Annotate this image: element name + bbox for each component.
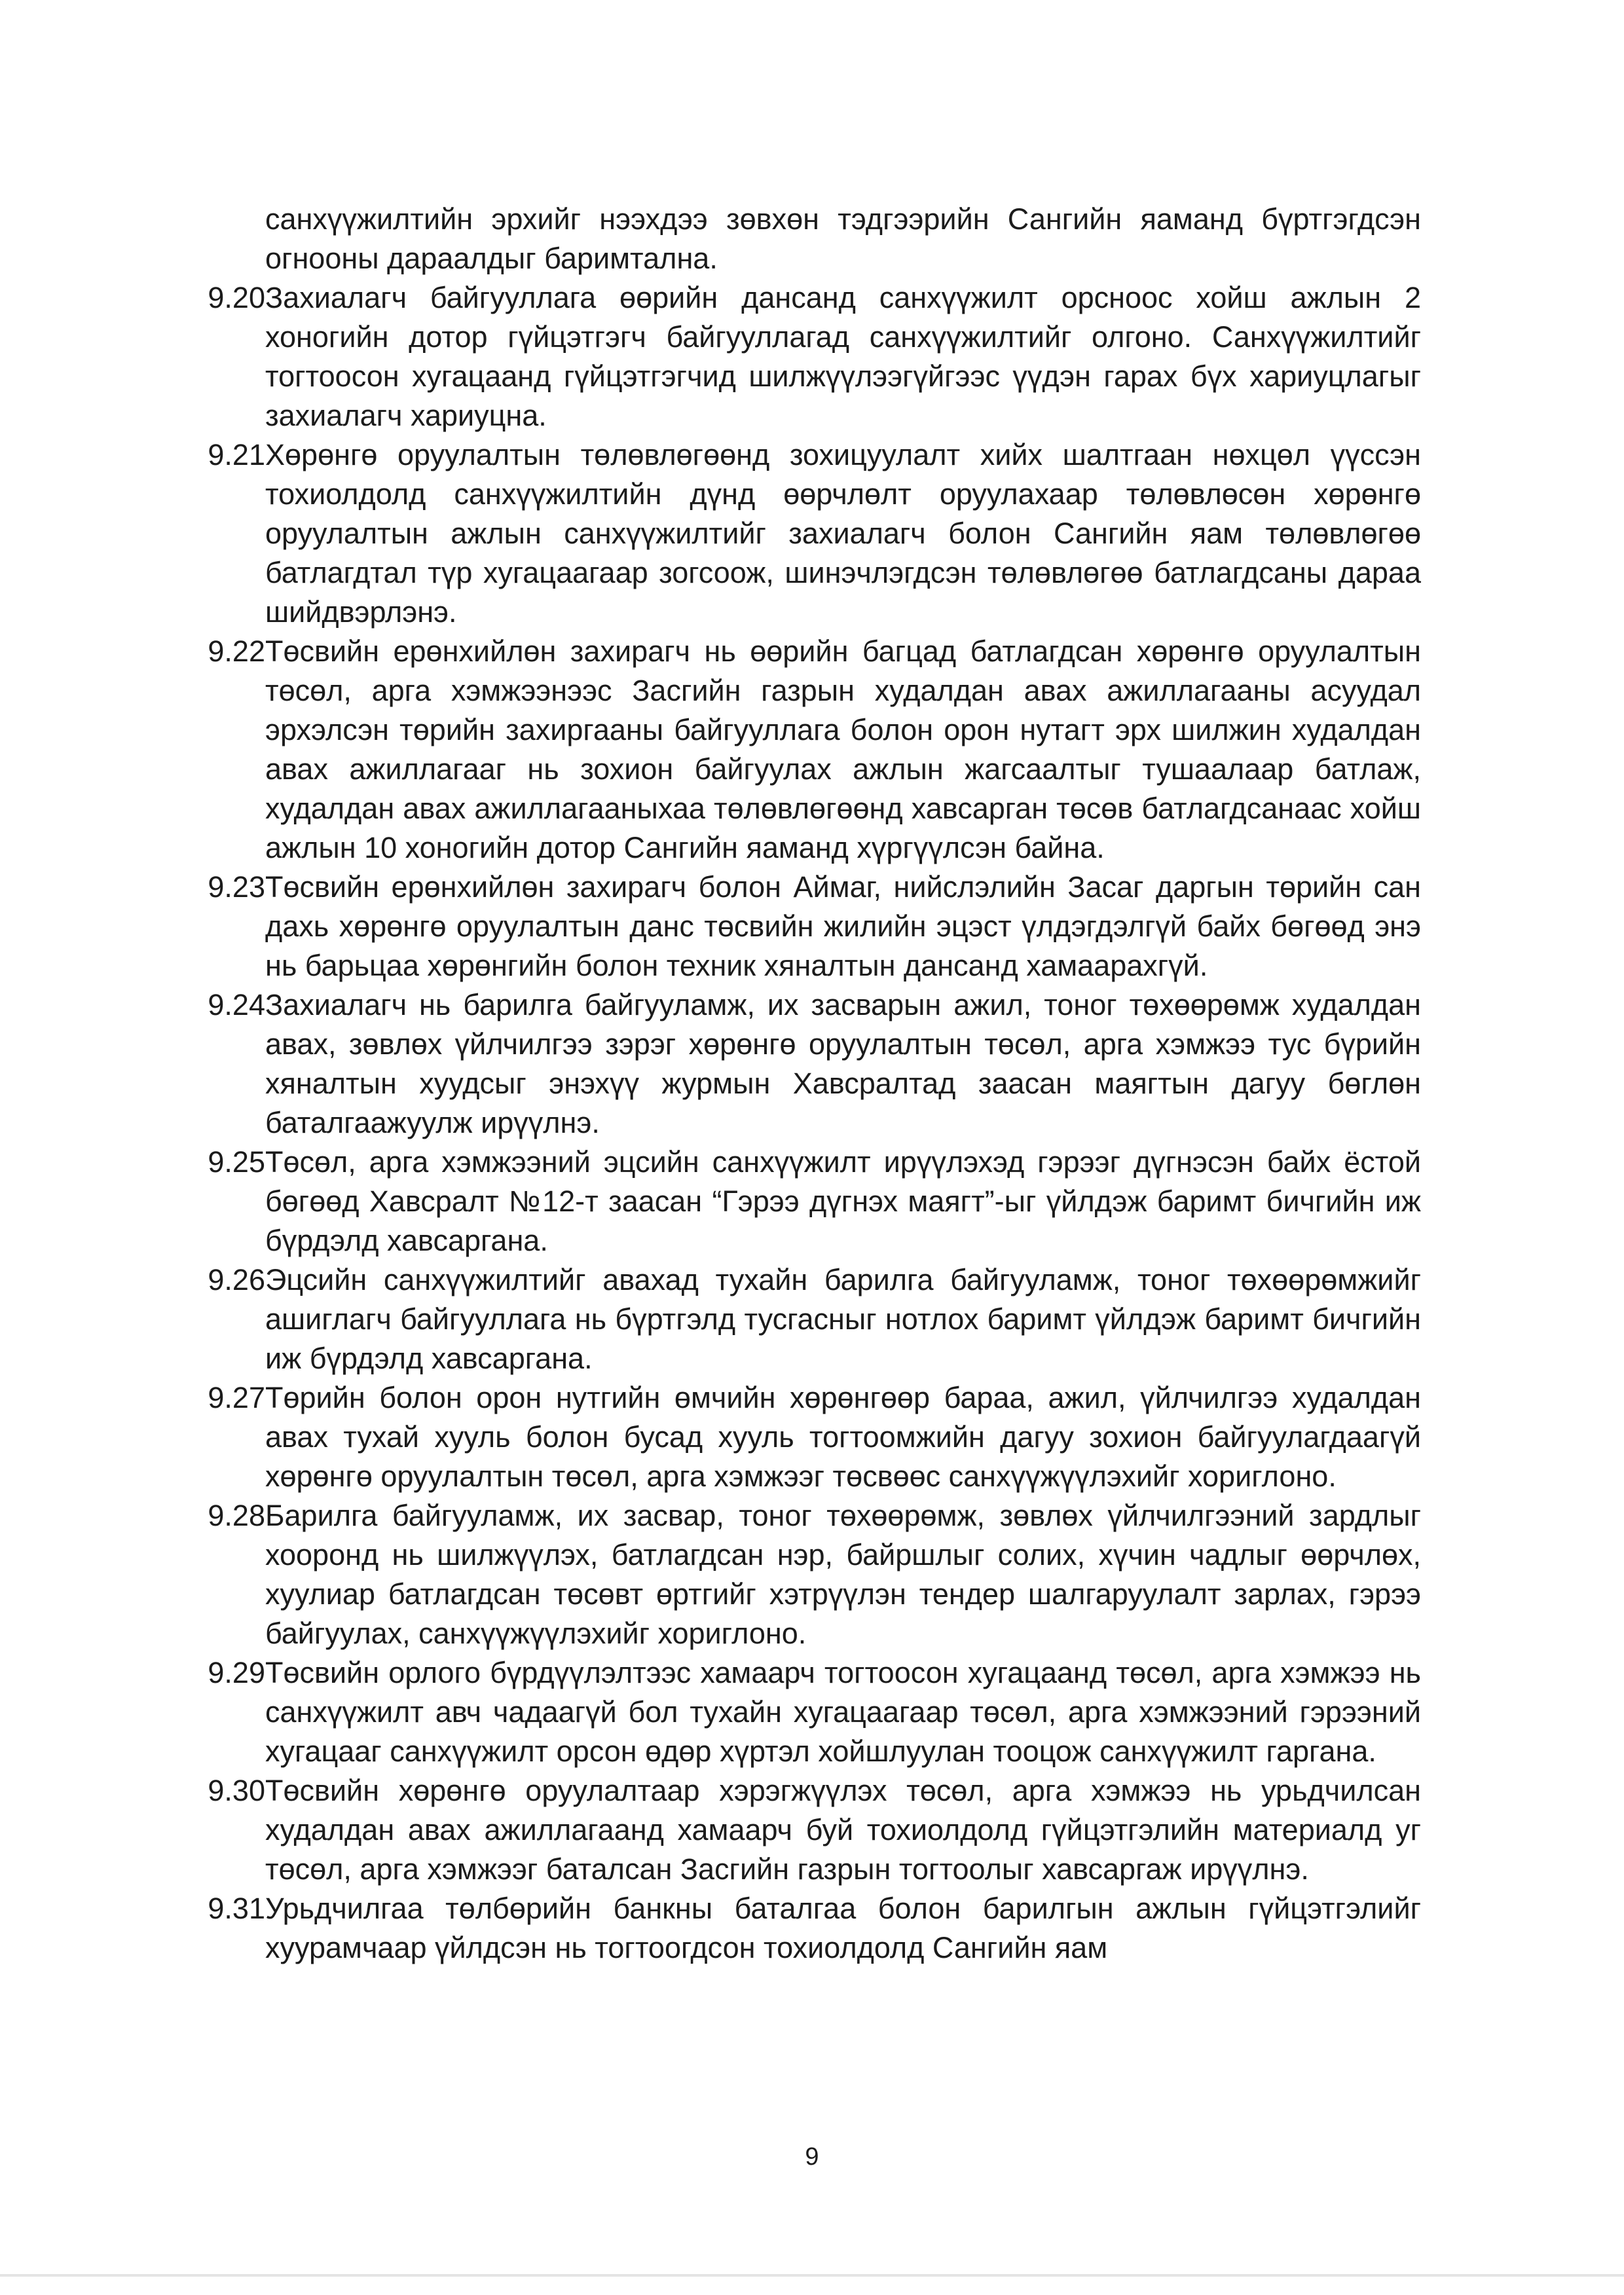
clause-9-29 <box>177 1653 1421 1771</box>
clause-text: Урьдчилгаа төлбөрийн банкны баталгаа болон барилгын ажлын гүйцэтгэлийг хуурамчаар үйлдсэн нь тогтоогдсон тохиолдолд Сангийн яам <box>265 1892 1421 1964</box>
clause-number: 9.30 <box>208 1774 265 1807</box>
clause-number: 9.31 <box>208 1892 265 1925</box>
clause-text: Төсвийн орлого бүрдүүлэлтээс хамаарч тогтоосон хугацаанд төсөл, арга хэмжээ нь санхүүжилт авч чадаагүй бол тухайн хугацаагаар төсөл, арга хэмжээний гэрээний хугацааг санхүүжилт орсон өдөр хүртэл хойшлуулан тооцож санхүүжилт гаргана. <box>265 1656 1421 1768</box>
clause-text: Төрийн болон орон нутгийн өмчийн хөрөнгөөр бараа, ажил, үйлчилгээ худалдан авах тухай хууль болон бусад хууль тогтоомжийн дагуу зохион байгуулагдаагүй хөрөнгө оруулалтын төсөл, арга хэмжээг төсвөөс санхүүжүүлэхийг хориглоно. <box>265 1381 1421 1493</box>
clause-text: Төсвийн ерөнхийлөн захирагч нь өөрийн багцад батлагдсан хөрөнгө оруулалтын төсөл, арга хэмжээнээс Засгийн газрын худалдан авах ажиллагааны асуудал эрхэлсэн төрийн захиргааны байгууллага болон орон нутагт эрх шилжин худалдан авах ажиллагааг нь зохион байгуулах ажлын жагсаалтыг тушаалаар батлаж, худалдан авах ажиллагааныхаа төлөвлөгөөнд хавсарган төсөв батлагдсанаас хойш ажлын 10 хоногийн дотор Сангийн яаманд хүргүүлсэн байна. <box>265 634 1421 864</box>
clause-9-22 <box>177 632 1421 868</box>
clause-text: Эцсийн санхүүжилтийг авахад тухайн барилга байгууламж, тоног төхөөрөмжийг ашиглагч байгууллага нь бүртгэлд тусгасныг нотлох баримт үйлдэж баримт бичгийн иж бүрдэлд хавсаргана. <box>265 1263 1421 1375</box>
clause-number: 9.23 <box>208 870 265 904</box>
document-body <box>177 200 1421 1968</box>
clause-text: Барилга байгууламж, их засвар, тоног төхөөрөмж, зөвлөх үйлчилгээний зардлыг хооронд нь шилжүүлэх, батлагдсан нэр, байршлыг солих, хүчин чадлыг өөрчлөх, хуулиар батлагдсан төсөвт өртгийг хэтрүүлэн тендер шалгаруулалт зарлах, гэрээ байгуулах, санхүүжүүлэхийг хориглоно. <box>265 1499 1421 1650</box>
clause-9-31 <box>177 1889 1421 1968</box>
continuation-paragraph: санхүүжилтийн эрхийг нээхдээ зөвхөн тэдгээрийн Сангийн яаманд бүртгэгдсэн огнооны дараалдыг баримтална. <box>265 202 1421 275</box>
clause-9-20 <box>177 278 1421 435</box>
clause-number: 9.28 <box>208 1499 265 1532</box>
clause-text: Захиалагч нь барилга байгууламж, их засварын ажил, тоног төхөөрөмж худалдан авах, зөвлөх үйлчилгээ зэрэг хөрөнгө оруулалтын төсөл, арга хэмжээ тус бүрийн хяналтын хуудсыг энэхүү журмын Хавсралтад заасан маягтын дагуу бөглөн баталгаажуулж ирүүлнэ. <box>265 988 1421 1139</box>
clause-text: Төсвийн ерөнхийлөн захирагч болон Аймаг, нийслэлийн Засаг даргын төрийн сан дахь хөрөнгө оруулалтын данс төсвийн жилийн эцэст үлдэгдэлгүй байх бөгөөд энэ нь барьцаа хөрөнгийн болон техник хяналтын дансанд хамаарахгүй. <box>265 870 1421 982</box>
clause-9-23 <box>177 868 1421 985</box>
clause-9-27 <box>177 1378 1421 1496</box>
clause-number: 9.20 <box>208 281 265 314</box>
clause-number: 9.26 <box>208 1263 265 1296</box>
clause-text: Хөрөнгө оруулалтын төлөвлөгөөнд зохицуулалт хийх шалтгаан нөхцөл үүссэн тохиолдолд санхүүжилтийн дүнд өөрчлөлт оруулахаар төлөвлөсөн хөрөнгө оруулалтын ажлын санхүүжилтийг захиалагч болон Сангийн яам төлөвлөгөө батлагдтал түр хугацаагаар зогсоож, шинэчлэгдсэн төлөвлөгөө батлагдсаны дараа шийдвэрлэнэ. <box>265 438 1421 629</box>
page-number: 9 <box>805 2143 819 2171</box>
clause-9-21 <box>177 435 1421 632</box>
clause-number: 9.21 <box>208 438 265 471</box>
clause-9-24 <box>177 985 1421 1143</box>
clause-9-25 <box>177 1143 1421 1260</box>
clause-number: 9.25 <box>208 1145 265 1179</box>
clause-9-30 <box>177 1771 1421 1889</box>
clause-text: Төсөл, арга хэмжээний эцсийн санхүүжилт ирүүлэхэд гэрээг дүгнэсэн байх ёстой бөгөөд Хавсралт №12-т заасан “Гэрээ дүгнэх маягт”-ыг үйлдэж баримт бичгийн иж бүрдэлд хавсаргана. <box>265 1145 1421 1257</box>
scan-edge-line <box>0 2274 1624 2277</box>
clause-text: Төсвийн хөрөнгө оруулалтаар хэрэгжүүлэх төсөл, арга хэмжээ нь урьдчилсан худалдан авах ажиллагаанд хамаарч буй тохиолдолд гүйцэтгэлийн материалд уг төсөл, арга хэмжээг баталсан Засгийн газрын тогтоолыг хавсаргаж ирүүлнэ. <box>265 1774 1421 1886</box>
clause-number: 9.22 <box>208 634 265 668</box>
clause-number: 9.24 <box>208 988 265 1021</box>
clause-text: Захиалагч байгууллага өөрийн дансанд санхүүжилт орсноос хойш ажлын 2 хоногийн дотор гүйцэтгэгч байгууллагад санхүүжилтийг олгоно. Санхүүжилтийг тогтоосон хугацаанд гүйцэтгэгчид шилжүүлээгүйгээс үүдэн гарах бүх хариуцлагыг захиалагч хариуцна. <box>265 281 1421 432</box>
clause-9-28 <box>177 1496 1421 1653</box>
clause-number: 9.29 <box>208 1656 265 1689</box>
clause-9-26 <box>177 1260 1421 1378</box>
clause-number: 9.27 <box>208 1381 265 1414</box>
